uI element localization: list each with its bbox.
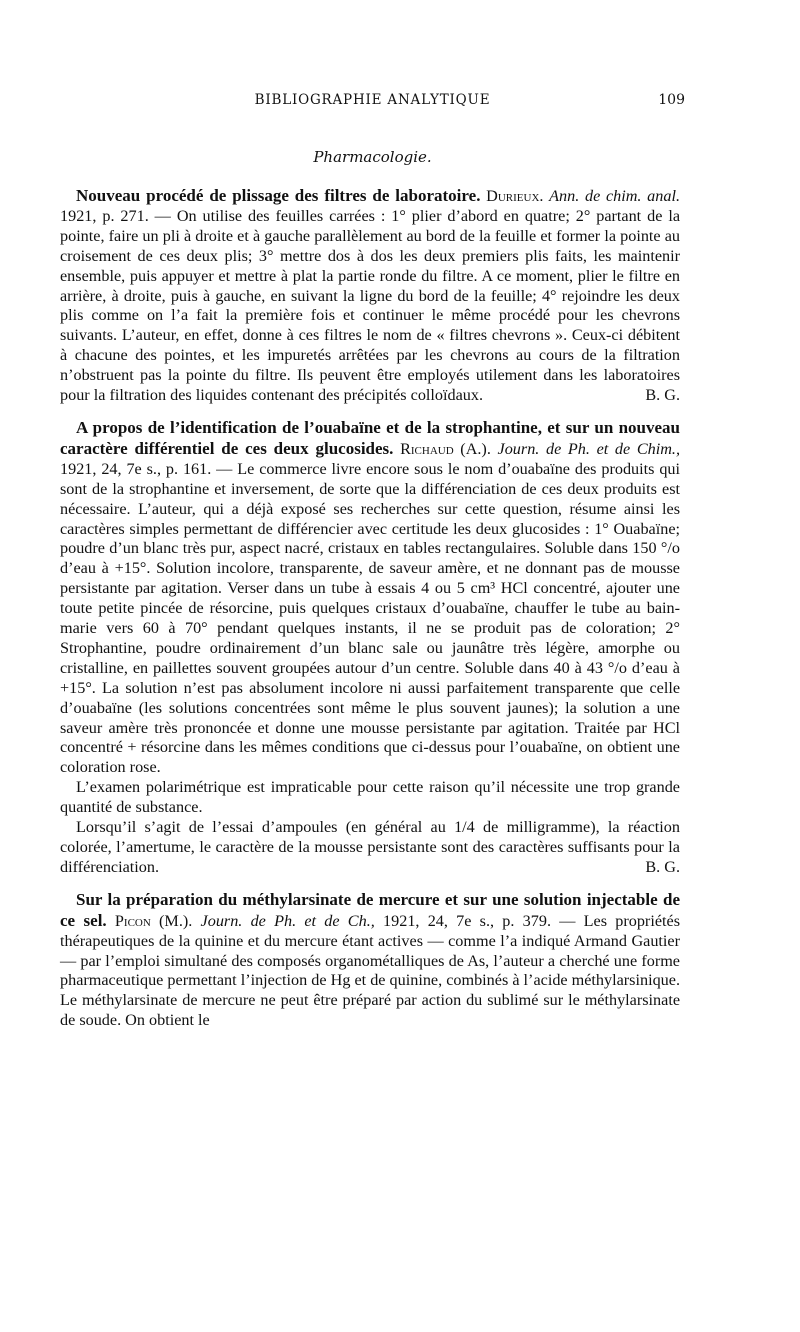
entry-title: Nouveau procédé de plissage des filtres de laboratoire.	[76, 186, 481, 205]
entry-paragraph: Lorsqu’il s’agit de l’essai d’ampoules (en général au 1/4 de milligramme), la réaction colorée, l’amertume, le caractère de la mousse persistante sont des caractères suffisants pour la différenciation.	[60, 818, 680, 876]
entry-citation: 1921, 24, 7e s., p. 379. —	[383, 911, 576, 930]
entry-paragraph: On utilise des feuilles carrées : 1° plier d’abord en quatre; 2° partant de la pointe, faire un pli à droite et à gauche parallèlement au bord de la feuille et former la pointe au croisement de ces deux plis; 3° mettre dos à dos les deux premiers plis faits, les maintenir ensemble, puis appuyer et mettre à plat la partie ronde du filtre. A ce moment, plier le filtre en arrière, à droite, puis à gauche, en suivant la ligne du bord de la feuille; 4° rejoindre les deux plis comme on l’a fait la première fois et continuer le même procédé pour les chevrons suivants. L’auteur, en effet, donne à ces filtres le nom de « filtres chevrons ». Ceux-ci débitent à chacune des pointes, et les impuretés arrêtées par les chevrons au cours de la filtration n’obstruent pas la pointe du filtre. Ils peuvent être employés utilement dans les laboratoires pour la filtration des liquides contenant des précipités colloïdaux.	[60, 206, 681, 405]
entry-title: Sur la préparation du méthylarsinate de mercure et sur une solution injectable de ce sel.	[60, 889, 680, 930]
entry	[60, 418, 680, 878]
entry-journal: Ann. de chim. anal.	[549, 187, 680, 205]
running-head	[60, 92, 685, 114]
page-number: 109	[658, 92, 685, 108]
entry-journal: Journ. de Ph. et de Chim.,	[497, 439, 681, 458]
entry-citation: 1921, p. 271. —	[60, 206, 171, 225]
entry-title: A propos de l’identification de l’ouabaïne et de la strophantine, et sur un nouveau caractère différentiel de ces deux glucosides.	[60, 417, 680, 458]
entry	[60, 890, 680, 1031]
entry-signature: B. G.	[645, 386, 680, 405]
entry-author: Richaud (A.).	[400, 439, 491, 458]
entry-paragraph: Le commerce livre encore sous le nom d’ouabaïne des produits qui sont de la strophantine et inversement, de sorte que la différenciation de ces deux produits est nécessaire. L’auteur, qui a déjà exposé ses recherches sur cette question, résume ainsi les caractères simples permettant de différencier avec certitude les deux glucosides : 1° Ouabaïne; poudre d’un blanc très pur, aspect nacré, cristaux en tables rectangulaires. Soluble dans 150 °/o d’eau à +15°. Solution incolore, transparente, de saveur amère, et ne donnant pas de mousse persistante par agitation. Verser dans un tube à essais 4 ou 5 cm³ HCl concentré, ajouter une toute petite pincée de résorcine, puis quelques cristaux d’ouabaïne, chauffer le tube au bain-marie vers 60 à 70° pendant quelques instants, il ne se produit pas de coloration; 2° Strophantine, poudre ordinairement d’un blanc sale ou jaunâtre très légère, amorphe ou cristalline, en paillettes souvent groupées autour d’un centre. Soluble dans 40 à 43 °/o d’eau à +15°. La solution n’est pas absolument incolore ni aussi parfaitement transparente que celle d’ouabaïne (les solutions concentrées sont même le plus souvent jaunes); la solution a une saveur amère très prononcée et donne une mousse persistante par agitation. Traitée par HCl concentré + résorcine dans les mêmes conditions que ci-dessus pour l’ouabaïne, on obtient une coloration rose.	[60, 459, 681, 777]
entry-author: Picon (M.).	[114, 911, 193, 930]
entry	[60, 186, 680, 406]
entry-paragraph: L’examen polarimétrique est impraticable pour cette raison qu’il nécessite une trop grande quantité de substance.	[60, 778, 680, 817]
entry-paragraph: Les propriétés thérapeutiques de la quinine et du mercure étant actives — comme l’a indiqué Armand Gautier — par l’emploi simultané des composés organométalliques de As, l’auteur a cherché une forme pharmaceutique permettant l’injection de Hg et de quinine, combinés à l’acide méthylarsinique. Le méthylarsinate de mercure ne peut être préparé par action du sublimé sur le méthylarsinate de soude. On obtient le	[60, 911, 680, 1030]
entry-signature: B. G.	[645, 857, 680, 876]
entry-citation: 1921, 24, 7e s., p. 161. —	[60, 459, 233, 478]
running-head-title: BIBLIOGRAPHIE ANALYTIQUE	[254, 92, 491, 108]
section-title: Pharmacologie.	[313, 148, 432, 166]
entry-author: Durieux.	[486, 187, 544, 205]
entry-journal: Journ. de Ph. et de Ch.,	[200, 911, 375, 930]
article-body	[60, 186, 680, 1043]
